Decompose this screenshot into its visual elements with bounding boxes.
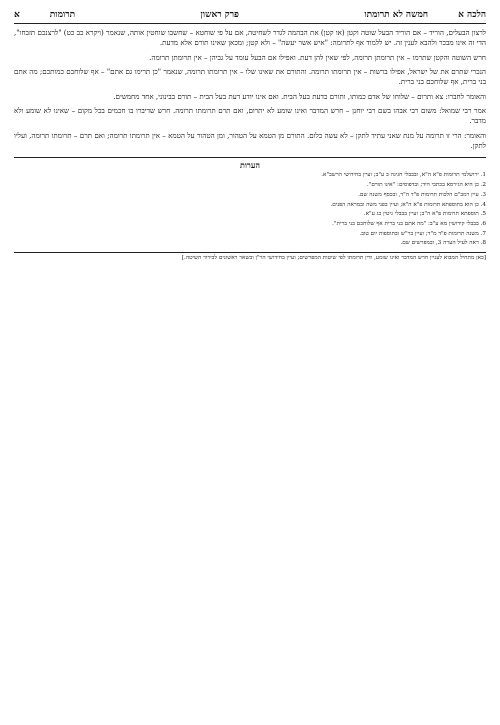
main-paragraph: הנכרי שתרם את של ישראל, אפילו ברשות – אין תרומתו תרומה. והתורם את שאינו שלו – אין תרומתו תרומה, שנאמר "כן תרימו גם אתם" – אף שלוחכם כמותכם; מה אתם בני ברית, אף שלוחכם בני ברית. <box>14 67 486 87</box>
chapter-label: הלכה א <box>458 9 486 20</box>
header-center <box>20 9 458 20</box>
footer-note: [כאן מתחיל המבוא לעניין חרש המדבר ואינו שומע, ודין תרומתו לפי שיטות המפרשים; ועיין בחידושי הר"ן ובשאר ראשונים לבירור השיטה.] <box>14 252 486 263</box>
page <box>0 5 500 725</box>
header-title: חמשה לא תרומתו <box>364 9 429 20</box>
header-tractate: תרומות <box>49 9 76 20</box>
main-paragraph: לרצון הבעלים, הוריד – אם הוריד הבעל שוטה וקטן (או קטן) את הבהמה לגדר לשחיטה, אם על פי שוחטא – שחשבו שוחטין אותה, שנאמר (ויקרא כב כט) "לרצנכם תזבחו", הדי זה אינו מבכר ולהבא לענין זה. יש ללמוד אף לתרומה: "איש אשר יעשה" – ולא קטן; ומכאן שאינו תורם אלא מדעת. <box>14 28 486 48</box>
footnote: 7. משנה תרומות פ"ד מ"ד; ועיין בר"ש ובתוספות יום טוב. <box>359 230 486 237</box>
footnote: 3. עיין רמב"ם הלכות תרומות פ"ד ה"ד, ובכסף משנה שם. <box>358 191 486 198</box>
main-paragraph: והאומר: הרי זו תרומה על מנת שאני עתיד לתקן – לא עשה כלום. התורם מן הטמא על הטהור, ומן הטהור על הטמא – אין תרומתו תרומה; ואם תרם – תרומתו תרומה, ועליו לתקן. <box>14 130 486 151</box>
footnote: 1. ירושלמי תרומות פ"א ה"א, ובבבלי חגיגה ב ע"ב; ועיין בחידושי הרשב"א. <box>321 172 486 179</box>
main-paragraph: אמר רבי שמואל: משום רבי אבהו בשם רבי יוחנן – חרש המדבר ואינו שומע לא יתרום, ואם תרם תרומתו תרומה. חרש שדיברו בו חכמים בכל מקום – שאינו לא שומע ולא מדבר. <box>14 106 486 126</box>
footnote: 6. בבבלי קידושין מא ע"ב: "מה אתם בני ברית אף שלוחכם בני ברית". <box>332 220 486 227</box>
footnotes <box>14 172 486 248</box>
running-header <box>14 5 486 24</box>
notes-heading: הערות <box>14 157 486 170</box>
main-paragraph: חרש השוטה והקטן שתרמו – אין תרומתן תרומה, לפי שאין להן דעת. ואפילו אם הבעל עומד על גביהן – אין תרומתן תרומה. <box>149 52 486 62</box>
page-number: אּ <box>14 9 20 20</box>
main-paragraph: והאומר לחברו: צא ותרום – שלוחו של אדם כמותו, ותורם כדעת בעל הבית. ואם אינו יודע דעת בעל הבית – תורם בבינוני, אחד מחמשים. <box>113 91 486 101</box>
main-text <box>14 28 486 151</box>
footnote: 2. כן היא הגירסא בכתבי היד; ובדפוסים: "אינו תורם". <box>366 182 486 189</box>
footnote: 4. כן הוא בתוספתא תרומות פ"א ה"א; ועיין בפני משה ובמראה הפנים. <box>330 201 486 208</box>
header-section: פרק ראשון <box>200 9 239 20</box>
footnote: 5. תוספתא תרומות פ"א ה"ב; ועיין בבבלי גיטין כג ע"א. <box>363 211 486 218</box>
footnote: 8. ראה לעיל הערה 3, ובמפרשים שם. <box>400 240 486 247</box>
